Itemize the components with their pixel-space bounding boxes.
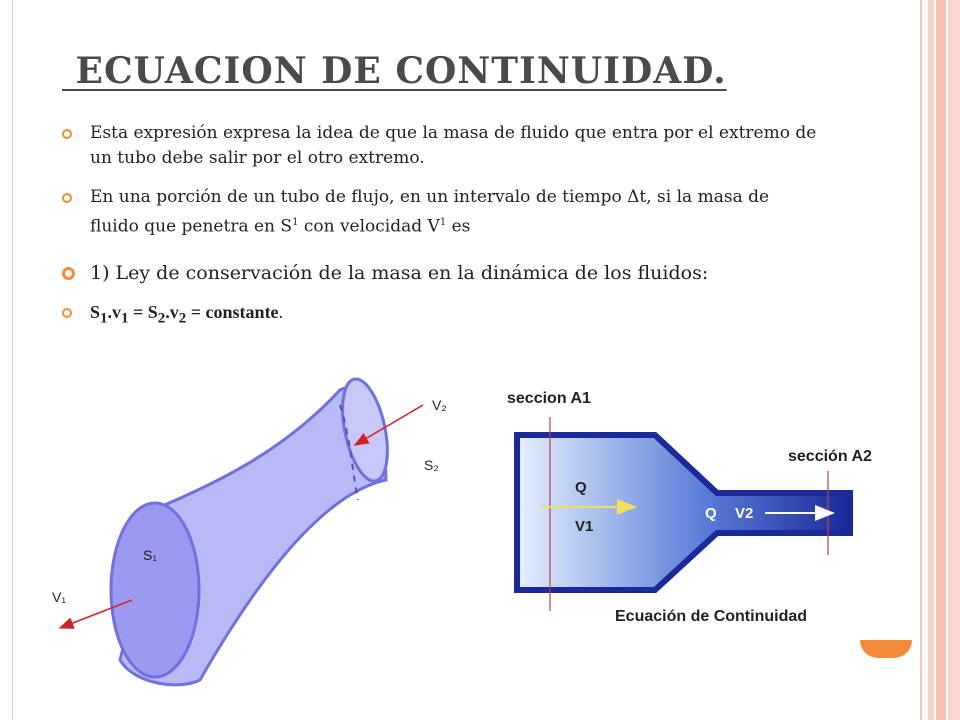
- bullet-text: En una porción de un tubo de flujo, en un intervalo de tiempo Δt, si la masa de fluido que penetra en $S^1$ con velocidad $V^1$ es: [90, 187, 770, 237]
- label-v1: V₁: [52, 589, 67, 605]
- label-s2: S₂: [424, 457, 439, 473]
- label-v1-pipe: V1: [575, 518, 594, 535]
- bullet-1: [62, 121, 822, 171]
- label-s1: S₁: [143, 547, 158, 563]
- label-section-a1: seccion A1: [507, 390, 591, 407]
- bullet-text: Esta expresión expresa la idea de que la masa de fluido que entra por el extremo de un tubo debe salir por el otro extremo.: [90, 123, 817, 168]
- bullet-2: [62, 185, 822, 240]
- label-section-a2: sección A2: [788, 448, 872, 465]
- bullet-3: [62, 261, 822, 286]
- decor-stripe: [948, 0, 960, 720]
- flow-tube-figure: [40, 360, 480, 700]
- equation: $S_1.v_1 = S_2.v_2$ = constante.: [90, 302, 284, 327]
- label-q2: Q: [705, 505, 717, 522]
- bullet-icon: [62, 129, 72, 139]
- label-q1: Q: [575, 479, 587, 496]
- slide-title: ECUACION DE CONTINUIDAD.: [62, 50, 727, 92]
- decor-stripe: [928, 0, 934, 720]
- label-v2: V₂: [432, 397, 447, 413]
- bullet-icon: [62, 267, 75, 280]
- bullet-4: [62, 300, 822, 332]
- bullet-icon: [62, 193, 72, 203]
- pipe-caption: Ecuación de Continuidad: [615, 608, 808, 625]
- tube-inlet: [111, 503, 199, 677]
- continuity-pipe-figure: [495, 375, 895, 635]
- label-v2-pipe: V2: [735, 505, 754, 522]
- decor-stripe: [936, 0, 946, 720]
- bullet-text: 1) Ley de conservación de la masa en la dinámica de los fluidos:: [90, 262, 709, 284]
- bullet-icon: [62, 308, 72, 318]
